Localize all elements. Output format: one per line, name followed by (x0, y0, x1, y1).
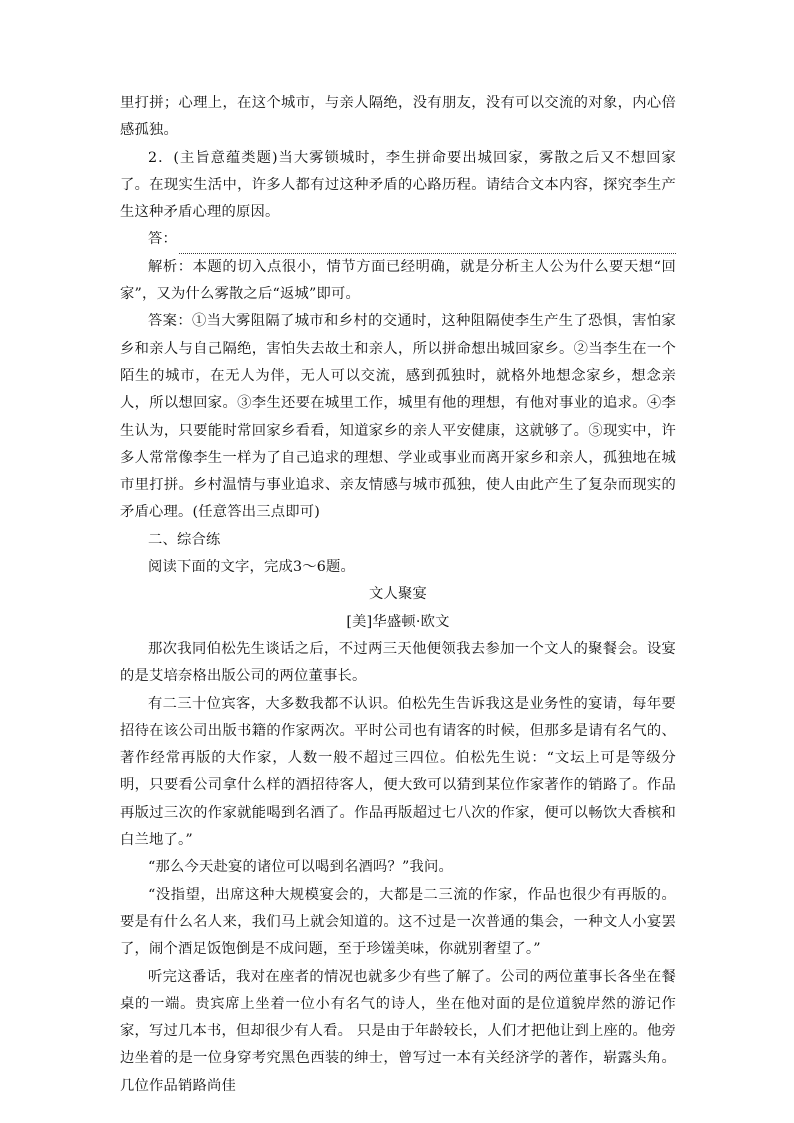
article-paragraph: 有二三十位宾客，大多数我都不认识。伯松先生告诉我这是业务性的宴请，每年要招待在该公司出版书籍的作家两次。平时公司也有请客的时候，但那多是请有名气的、著作经常再版的大作家，人数一般不超过三四位。伯松先生说：“文坛上可是等级分明，只要看公司拿什么样的酒招待客人，便大致可以猜到某位作家著作的销路了。作品再版过三次的作家就能喝到名酒了。作品再版超过七八次的作家，便可以畅饮大香槟和白兰地了。” (120, 695, 676, 849)
analysis-paragraph: 解析：本题的切入点很小，情节方面已经明确，就是分析主人公为什么要天想“回家”，又为什么雾散之后“返城”即可。 (120, 258, 676, 303)
paragraph-continuation: 里打拼；心理上，在这个城市，与亲人隔绝，没有朋友，没有可以交流的对象，内心倍感孤独。 (120, 95, 676, 139)
article-paragraph: “没指望，出席这种大规模宴会的，大都是二三流的作家，作品也很少有再版的。要是有什么名人来，我们马上就会知道的。这不过是一次普通的集会，一种文人小宴罢了，闹个酒足饭饱倒是不成问题，至于珍馐美味，你就别奢望了。” (120, 886, 676, 958)
answer-blank[interactable] (179, 235, 676, 254)
answer-label: 答： (148, 231, 177, 248)
document-page (120, 90, 676, 1100)
article-paragraph: 那次我同伯松先生谈话之后，不过两三天他便领我去参加一个文人的聚餐会。设宴的是艾培奈格出版公司的两位董事长。 (120, 640, 676, 685)
section-heading: 二、综合练 (148, 531, 221, 548)
question-2: 2．(主旨意蕴类题)当大雾锁城时，李生拼命要出城回家，雾散之后又不想回家了。在现实生活中，许多人都有过这种矛盾的心路历程。请结合文本内容，探究李生产生这种矛盾心理的原因。 (120, 149, 676, 221)
article-paragraph: “那么今天赴宴的诸位可以喝到名酒吗？”我问。 (148, 859, 453, 876)
article-paragraph: 听完这番话，我对在座者的情况也就多少有些了解了。公司的两位董事长各坐在餐桌的一端。贵宾席上坐着一位小有名气的诗人，坐在他对面的是位道貌岸然的游记作家，写过几本书，但却很少有人看。 只是由于年龄较长，人们才把他让到上座的。他旁边坐着的是一位身穿考究黑色西装的绅士，曾写过一本有关经济学的著作，崭露头角。几位作品销路尚佳 (120, 968, 676, 1094)
article-author: [美]华盛顿·欧文 (346, 613, 450, 630)
reading-instruction: 阅读下面的文字，完成3～6题。 (148, 559, 356, 576)
article-title: 文人聚宴 (369, 586, 427, 603)
answer-paragraph: 答案：①当大雾阻隔了城市和乡村的交通时，这种阻隔使李生产生了恐惧，害怕家乡和亲人与自己隔绝，害怕失去故土和亲人，所以拼命想出城回家乡。②当李生在一个陌生的城市，在无人为伴，无人可以交流，感到孤独时，就格外地想念家乡，想念亲人，所以想回家。③李生还要在城里工作，城里有他的理想，有他对事业的追求。④李生认为，只要能时常回家乡看看，知道家乡的亲人平安健康，这就够了。⑤现实中，许多人常常像李生一样为了自己追求的理想、学业或事业而离开家乡和亲人，孤独地在城市里打拼。乡村温情与事业追求、亲友情感与城市孤独，使人由此产生了复杂而现实的矛盾心理。(任意答出三点即可) (120, 313, 676, 521)
answer-line (120, 226, 676, 253)
